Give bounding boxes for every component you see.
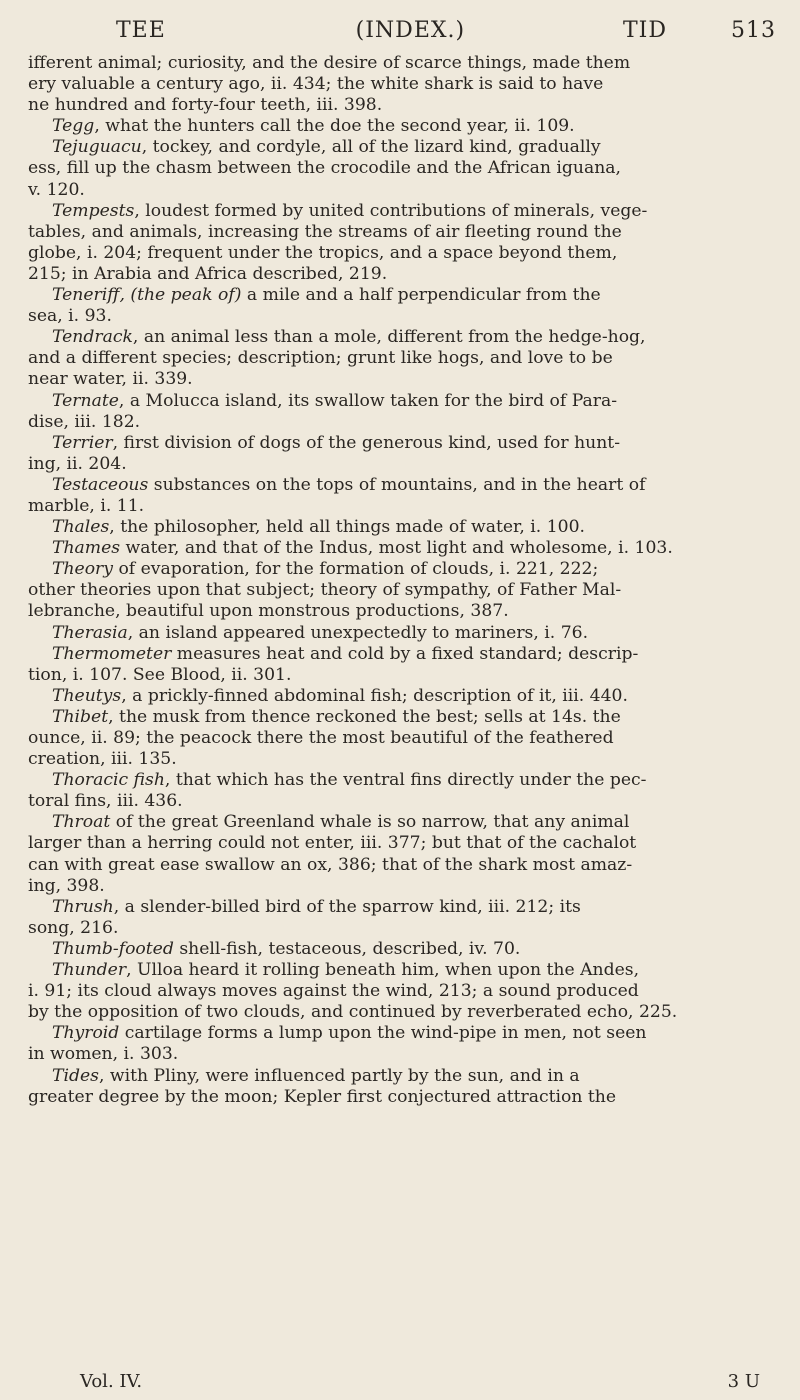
text-line: ing, 398.: [28, 875, 105, 896]
text-line: dise, iii. 182.: [28, 411, 141, 432]
text-line: sea, i. 93.: [28, 306, 112, 327]
text-line: ifferent animal; curiosity, and the desire of scarce things, made them: [28, 53, 631, 73]
text-line: creation, iii. 135.: [28, 749, 177, 770]
headword: Thermometer: [52, 643, 172, 664]
headword: Tides: [52, 1065, 99, 1086]
headword: Thales: [52, 517, 110, 538]
header-range: TID: [622, 18, 667, 43]
text-line: ounce, ii. 89; the peacock there the most beautiful of the feathered: [28, 728, 614, 748]
headword: Terrier: [52, 432, 113, 453]
text-line: toral fins, iii. 436.: [28, 791, 183, 812]
index-entry-thibet: Thibet, the musk from thence reckoned the best; sells at 14s. the: [52, 706, 621, 727]
header-title: (INDEX.): [355, 18, 466, 43]
index-entry-thyroid: Thyroid cartilage forms a lump upon the wind-pipe in men, not seen: [52, 1023, 647, 1044]
headword: Teneriff: [52, 285, 120, 306]
index-entry-tendrack: Tendrack, an animal less than a mole, different from the hedge-hog,: [52, 327, 646, 348]
index-entry-tides: Tides, with Pliny, were influenced partly by the sun, and in a: [52, 1065, 580, 1086]
text-line: tion, i. 107. See Blood, ii. 301.: [28, 664, 292, 685]
index-entry-thoracic-fish: Thoracic fish, that which has the ventral fins directly under the pec-: [52, 770, 647, 791]
header-right: [623, 18, 776, 43]
index-entry-testaceous: Testaceous substances on the tops of mountains, and in the heart of: [52, 474, 646, 495]
text-line: larger than a herring could not enter, iii. 377; but that of the cachalot: [28, 833, 637, 854]
text-line: lebranche, beautiful upon monstrous productions, 387.: [28, 601, 509, 622]
index-entry-thunder: Thunder, Ulloa heard it rolling beneath him, when upon the Andes,: [52, 960, 640, 981]
headword: Theutys: [52, 685, 122, 706]
index-entry-thales: Thales, the philosopher, held all things made of water, i. 100.: [52, 517, 585, 538]
headword: Ternate: [52, 390, 119, 411]
index-entry-terrier: Terrier, first division of dogs of the generous kind, used for hunt-: [52, 432, 621, 453]
running-header: [28, 18, 776, 43]
headword: Therasia: [52, 622, 128, 643]
headword: Thyroid: [52, 1023, 120, 1044]
text-line: tables, and animals, increasing the streams of air fleeting round the: [28, 221, 622, 242]
text-line: song, 216.: [28, 917, 119, 938]
index-entry-tempests: Tempests, loudest formed by united contributions of minerals, vege-: [52, 200, 648, 221]
text-line: ery valuable a century ago, ii. 434; the white shark is said to have: [28, 74, 604, 95]
index-entry-teneriff: Teneriff, (the peak of) a mile and a half perpendicular from the: [52, 285, 601, 306]
headword: Tejuguacu: [52, 137, 142, 158]
text-line: i. 91; its cloud always moves against the wind, 213; a sound produced: [28, 981, 639, 1002]
index-entry-tejuguacu: Tejuguacu, tockey, and cordyle, all of the lizard kind, gradually: [52, 137, 601, 158]
index-entry-ternate: Ternate, a Molucca island, its swallow taken for the bird of Para-: [52, 390, 618, 411]
index-entry-thermometer: Thermometer measures heat and cold by a fixed standard; descrip-: [52, 643, 639, 664]
headword: Thibet: [52, 706, 109, 727]
text-line: by the opposition of two clouds, and continued by reverberated echo, 225.: [28, 1002, 678, 1023]
index-entry-theutys: Theutys, a prickly-finned abdominal fish; description of it, iii. 440.: [52, 685, 628, 706]
headword: Tegg: [52, 116, 95, 137]
index-entry-therasia: Therasia, an island appeared unexpectedly to mariners, i. 76.: [52, 622, 589, 643]
text-line: greater degree by the moon; Kepler first conjectured attraction the: [28, 1086, 617, 1107]
text-line: globe, i. 204; frequent under the tropics, and a space beyond them,: [28, 242, 618, 263]
headword: Theory: [52, 559, 113, 580]
headword: Thunder: [52, 960, 127, 981]
index-entry-thrush: Thrush, a slender-billed bird of the sparrow kind, iii. 212; its: [52, 896, 581, 917]
index-entry-thames: Thames water, and that of the Indus, most light and wholesome, i. 103.: [52, 538, 673, 559]
header-left: TEE: [116, 18, 166, 43]
headword: Testaceous: [52, 474, 149, 495]
volume-label: Vol. IV.: [80, 1371, 143, 1392]
text-line: ing, ii. 204.: [28, 453, 127, 474]
text-line: in women, i. 303.: [28, 1044, 179, 1065]
text-line: 215; in Arabia and Africa described, 219.: [28, 263, 388, 284]
signature-mark: 3 U: [727, 1371, 760, 1392]
cross-reference: Blood: [170, 664, 221, 685]
index-entry-theory: Theory of evaporation, for the formation of clouds, i. 221, 222;: [52, 559, 599, 580]
text-line: near water, ii. 339.: [28, 369, 193, 390]
text-line: other theories upon that subject; theory of sympathy, of Father Mal-: [28, 580, 622, 601]
text-line: can with great ease swallow an ox, 386; that of the shark most amaz-: [28, 854, 633, 875]
headword: Thrush: [52, 896, 114, 917]
page-number: 513: [731, 18, 776, 43]
headword: Throat: [52, 812, 111, 833]
text-line: and a different species; description; grunt like hogs, and love to be: [28, 348, 613, 369]
headword: Thames: [52, 538, 121, 559]
headword: Tendrack: [52, 327, 133, 348]
text-line: marble, i. 11.: [28, 495, 145, 516]
headword: Thoracic fish: [52, 770, 165, 791]
index-entry-throat: Throat of the great Greenland whale is so narrow, that any animal: [52, 812, 630, 833]
text-line: ne hundred and forty-four teeth, iii. 398.: [28, 95, 383, 116]
index-text: [28, 53, 776, 1108]
index-entry-tegg: Tegg, what the hunters call the doe the second year, ii. 109.: [52, 116, 575, 137]
text-line: ess, fill up the chasm between the crocodile and the African iguana,: [28, 158, 621, 179]
page-footer: [80, 1371, 760, 1392]
headword: Tempests: [52, 200, 135, 221]
text-line: v. 120.: [28, 179, 85, 200]
headword: Thumb-footed: [52, 938, 174, 959]
index-entry-thumb-footed: Thumb-footed shell-fish, testaceous, described, iv. 70.: [52, 938, 521, 959]
